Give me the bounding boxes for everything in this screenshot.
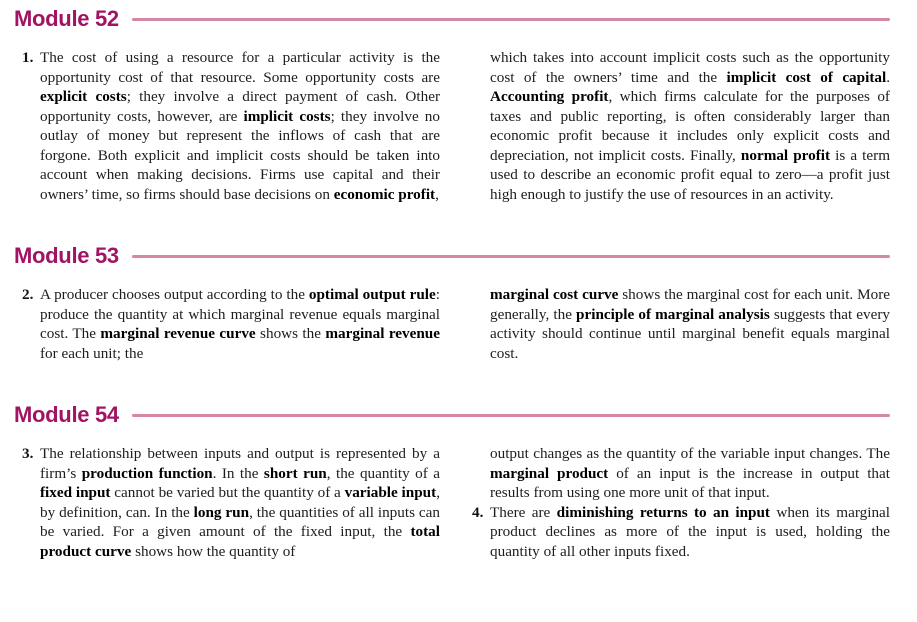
module-54-section	[14, 403, 890, 561]
module-53-left-column	[22, 285, 440, 363]
module-54-left-column	[22, 444, 440, 561]
key-term: marginal revenue	[325, 325, 440, 342]
key-term: long run	[193, 503, 250, 521]
key-term: diminishing returns to an input	[556, 503, 770, 521]
module-53-right-column	[472, 285, 890, 363]
key-term: marginal cost curve	[490, 286, 619, 303]
key-term: implicit cost of capital	[726, 68, 887, 86]
module-52-section	[14, 7, 890, 204]
module-52-right-column	[472, 48, 890, 204]
module-54-right-column	[472, 444, 890, 561]
item-number: 2.	[22, 286, 34, 303]
key-term: economic profit	[333, 185, 436, 203]
key-term: fixed input	[40, 484, 111, 501]
key-term: explicit costs	[40, 88, 127, 105]
module-54-header	[14, 403, 890, 427]
summary-item: output changes as the quantity of the variable input changes. The marginal product of an input is the increase in output that results from using one more unit of that input.	[490, 445, 890, 501]
item-number: 4.	[472, 503, 484, 521]
module-52-left-column	[22, 48, 440, 204]
key-term: Accounting profit	[490, 88, 609, 105]
key-term: total product curve	[40, 523, 440, 560]
module-52-body	[14, 48, 890, 204]
key-term: marginal product	[490, 464, 609, 482]
key-term: implicit costs	[243, 107, 331, 125]
module-title: Module 54	[14, 402, 119, 427]
key-term: optimal output rule	[308, 286, 436, 303]
heading-rule	[132, 18, 890, 21]
key-term: production function	[81, 464, 213, 482]
item-number: 1.	[22, 49, 34, 66]
module-title: Module 53	[14, 243, 119, 268]
summary-item: marginal cost curve shows the marginal cost for each unit. More generally, the principle of marginal analysis suggests that every activity should continue until marginal benefit equals marginal cost.	[490, 286, 890, 362]
summary-item: 1. The cost of using a resource for a particular activity is the opportunity cost of that resource. Some opportunity costs are explicit costs; they involve a direct payment of cash. Other opportunity costs, however, are implicit costs; they involve no outlay of money but represent the inflows of cash that are forgone. Both explicit and implicit costs should be taken into account when making decisions. Firms use capital and their owners’ time, so firms should base decisions on economic profit,	[22, 49, 441, 203]
module-52-header	[14, 7, 890, 31]
module-title: Module 52	[14, 6, 119, 31]
summary-item: which takes into account implicit costs such as the opportunity cost of the owners’ time and the implicit cost of capital. Accounting profit, which firms calculate for the purposes of taxes and public reporting, is often considerably larger than economic profit because it includes only explicit costs and depreciation, not implicit costs. Finally, normal profit is a term used to describe an economic profit equal to zero—a profit just high enough to justify the use of resources in an activity.	[490, 49, 891, 203]
module-53-section	[14, 244, 890, 363]
module-54-body	[14, 444, 890, 561]
heading-rule	[132, 255, 890, 258]
heading-rule	[132, 414, 890, 417]
key-term: variable input	[344, 484, 437, 501]
summary-item: 3. The relationship between inputs and output is represented by a firm’s production function. In the short run, the quantity of a fixed input cannot be varied but the quantity of a variable input, by definition, can. In the long run, the quantities of all inputs can be varied. For a given amount of the fixed input, the total product curve shows how the quantity of	[22, 445, 440, 560]
key-term: principle of marginal analysis	[576, 305, 770, 323]
key-term: short run	[263, 464, 327, 482]
item-number: 3.	[22, 445, 34, 462]
summary-item: 2. A producer chooses output according to the optimal output rule: produce the quantity at which marginal revenue equals marginal cost. The marginal revenue curve shows the marginal revenue for each unit; the	[22, 286, 440, 362]
key-term: marginal revenue curve	[100, 325, 256, 342]
module-53-header	[14, 244, 890, 268]
module-53-body	[14, 285, 890, 363]
key-term: normal profit	[740, 146, 831, 164]
summary-item: 4. There are diminishing returns to an input when its marginal product declines as more of the input is used, holding the quantity of all other inputs fixed.	[472, 503, 890, 560]
